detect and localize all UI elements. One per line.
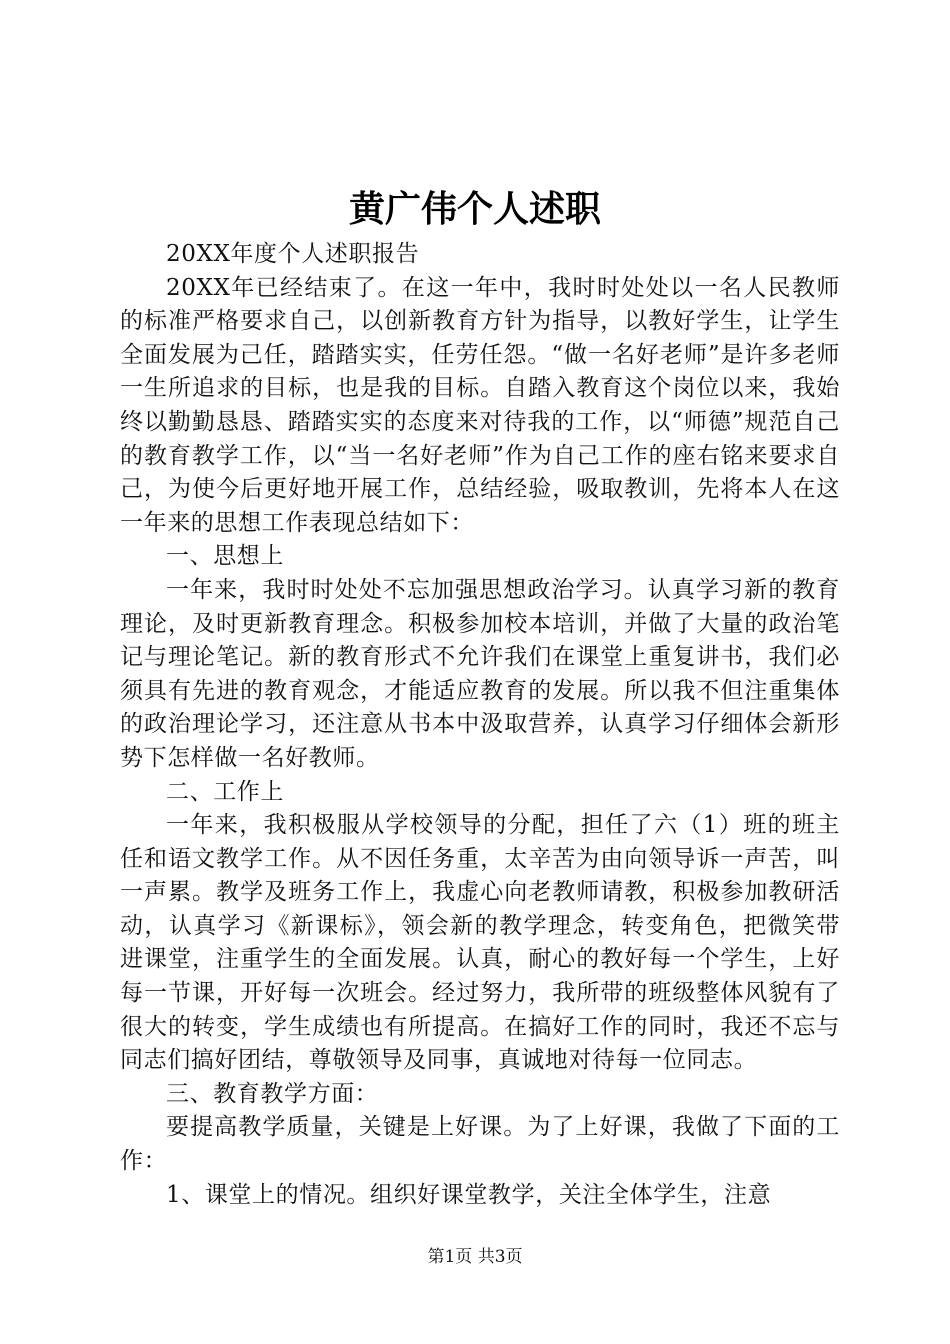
work-paragraph: 一年来，我积极服从学校领导的分配，担任了六（1）班的班主任和语文教学工作。从不因任务重，太辛苦为由向领导诉一声苦，叫一声累。教学及班务工作上，我虚心向老教师请教，积极参加教研活动，认真学习《新课标》，领会新的教学理念，转变角色，把微笑带进课堂，注重学生的全面发展。认真，耐心的教好每一个学生，上好每一节课，开好每一次班会。经过努力，我所带的班级整体风貌有了很大的转变，学生成绩也有所提高。在搞好工作的同时，我还不忘与同志们搞好团结，尊敬领导及同事，真诚地对待每一位同志。	[120, 812, 840, 1074]
section-heading-work: 二、工作上	[166, 778, 284, 805]
document-title: 黄广伟个人述职	[348, 188, 601, 230]
document-body	[120, 238, 840, 1212]
report-heading: 20XX年度个人述职报告	[166, 241, 420, 267]
section-heading-thought: 一、思想上	[166, 543, 284, 570]
page-footer: 第1页 共3页	[427, 1247, 523, 1267]
thought-paragraph: 一年来，我时时处处不忘加强思想政治学习。认真学习新的教育理论，及时更新教育理念。积极参加校本培训，并做了大量的政治笔记与理论笔记。新的教育形式不允许我们在课堂上重复讲书，我们必须具有先进的教育观念，才能适应教育的发展。所以我不但注重集体的政治理论学习，还注意从书本中汲取营养，认真学习仔细体会新形势下怎样做一名好教师。	[120, 576, 840, 771]
classroom-paragraph: 1、课堂上的情况。组织好课堂教学，关注全体学生，注意	[166, 1181, 772, 1208]
teaching-paragraph: 要提高教学质量，关键是上好课。为了上好课，我做了下面的工作：	[120, 1114, 840, 1175]
intro-paragraph: 20XX年已经结束了。在这一年中，我时时处处以一名人民教师的标准严格要求自己，以创新教育方针为指导，以教好学生，让学生全面发展为己任，踏踏实实，任劳任怨。“做一名好老师”是许多老师一生所追求的目标，也是我的目标。自踏入教育这个岗位以来，我始终以勤勤恳恳、踏踏实实的态度来对待我的工作，以“师德”规范自己的教育教学工作，以“当一名好老师”作为自己工作的座右铭来要求自己，为使今后更好地开展工作，总结经验，吸取教训，先将本人在这一年来的思想工作表现总结如下：	[120, 274, 840, 536]
section-heading-teaching: 三、教育教学方面：	[166, 1080, 379, 1107]
